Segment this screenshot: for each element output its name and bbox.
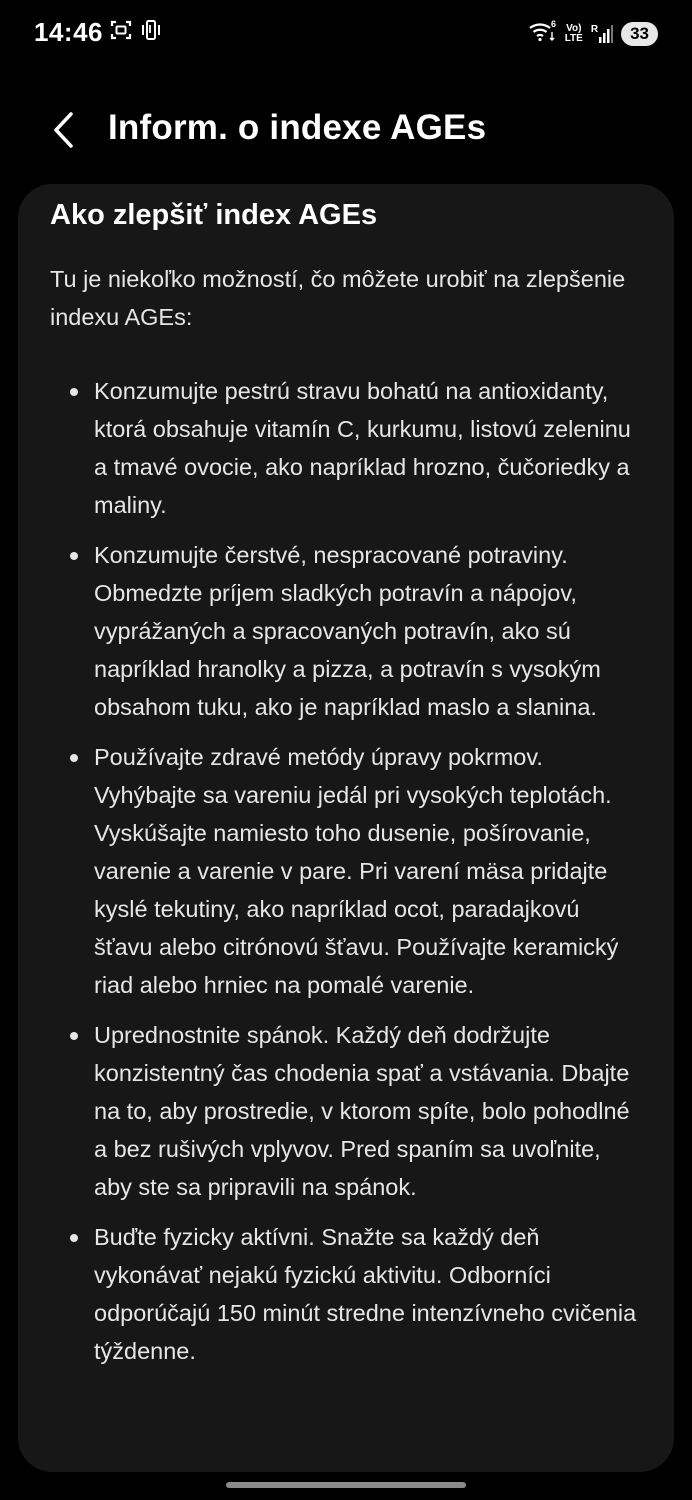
bullet-icon: [70, 1234, 78, 1242]
tip-text: Konzumujte pestrú stravu bohatú na antioxidanty, ktorá obsahuje vitamín C, kurkumu, listovú zeleninu a tmavé ovocie, ako napríklad hrozno, čučoriedky a maliny.: [94, 378, 631, 518]
tip-text: Používajte zdravé metódy úpravy pokrmov. Vyhýbajte sa vareniu jedál pri vysokých teplotách. Vyskúšajte namiesto toho dusenie, pošírovanie, varenie a varenie v pare. Pri varení mäsa pridajte kyslé tekutiny, ako napríklad ocot, paradajkovú šťavu alebo citrónovú šťavu. Používajte keramický riad alebo hrniec na pomalé varenie.: [94, 744, 619, 998]
list-item: [50, 1016, 642, 1206]
signal-icon: R: [591, 25, 613, 43]
vibrate-icon: [140, 19, 162, 46]
list-item: [50, 738, 642, 1004]
battery-indicator: 33: [621, 22, 658, 46]
status-left-icons: [110, 19, 162, 46]
page-title: Inform. o indexe AGEs: [108, 108, 487, 147]
card-title: Ako zlepšiť index AGEs: [50, 199, 378, 231]
tip-text: Buďte fyzicky aktívni. Snažte sa každý deň vykonávať nejakú fyzickú aktivitu. Odborníci odporúčajú 150 minút stredne intenzívneho cvičenia týždenne.: [94, 1224, 637, 1364]
bullet-icon: [70, 388, 78, 396]
screenshot-icon: [110, 19, 132, 46]
wifi-icon: [527, 19, 557, 48]
tips-list: [50, 372, 642, 1370]
tip-text: Uprednostnite spánok. Každý deň dodržujte konzistentný čas chodenia spať a vstávania. Dbajte na to, aby prostredie, v ktorom spíte, bolo pohodlné a bez rušivých vplyvov. Pred spaním sa uvoľnite, aby ste sa pripravili na spánok.: [94, 1022, 630, 1200]
app-header: [0, 98, 692, 160]
chevron-left-icon: [51, 111, 77, 149]
svg-text:6: 6: [550, 19, 556, 29]
list-item: [50, 372, 642, 524]
bullet-icon: [70, 754, 78, 762]
lte-icon: Vo) LTE: [564, 22, 583, 44]
intro-text: Tu je niekoľko možností, čo môžete urobiť na zlepšenie indexu AGEs:: [50, 266, 626, 330]
bullet-icon: [70, 1032, 78, 1040]
status-right-icons: [527, 19, 658, 48]
tip-text: Konzumujte čerstvé, nespracované potraviny. Obmedzte príjem sladkých potravín a nápojov, vyprážaných a spracovaných potravín, ako sú napríklad hranolky a pizza, a potravín s vysokým obsahom tuku, ako je napríklad maslo a slanina.: [94, 542, 601, 720]
status-time: 14:46: [34, 17, 103, 47]
back-button[interactable]: [40, 106, 88, 154]
info-card: [18, 184, 674, 1472]
list-item: [50, 1218, 642, 1370]
home-indicator[interactable]: [226, 1482, 466, 1488]
bullet-icon: [70, 552, 78, 560]
status-bar: [0, 0, 692, 64]
list-item: [50, 536, 642, 726]
